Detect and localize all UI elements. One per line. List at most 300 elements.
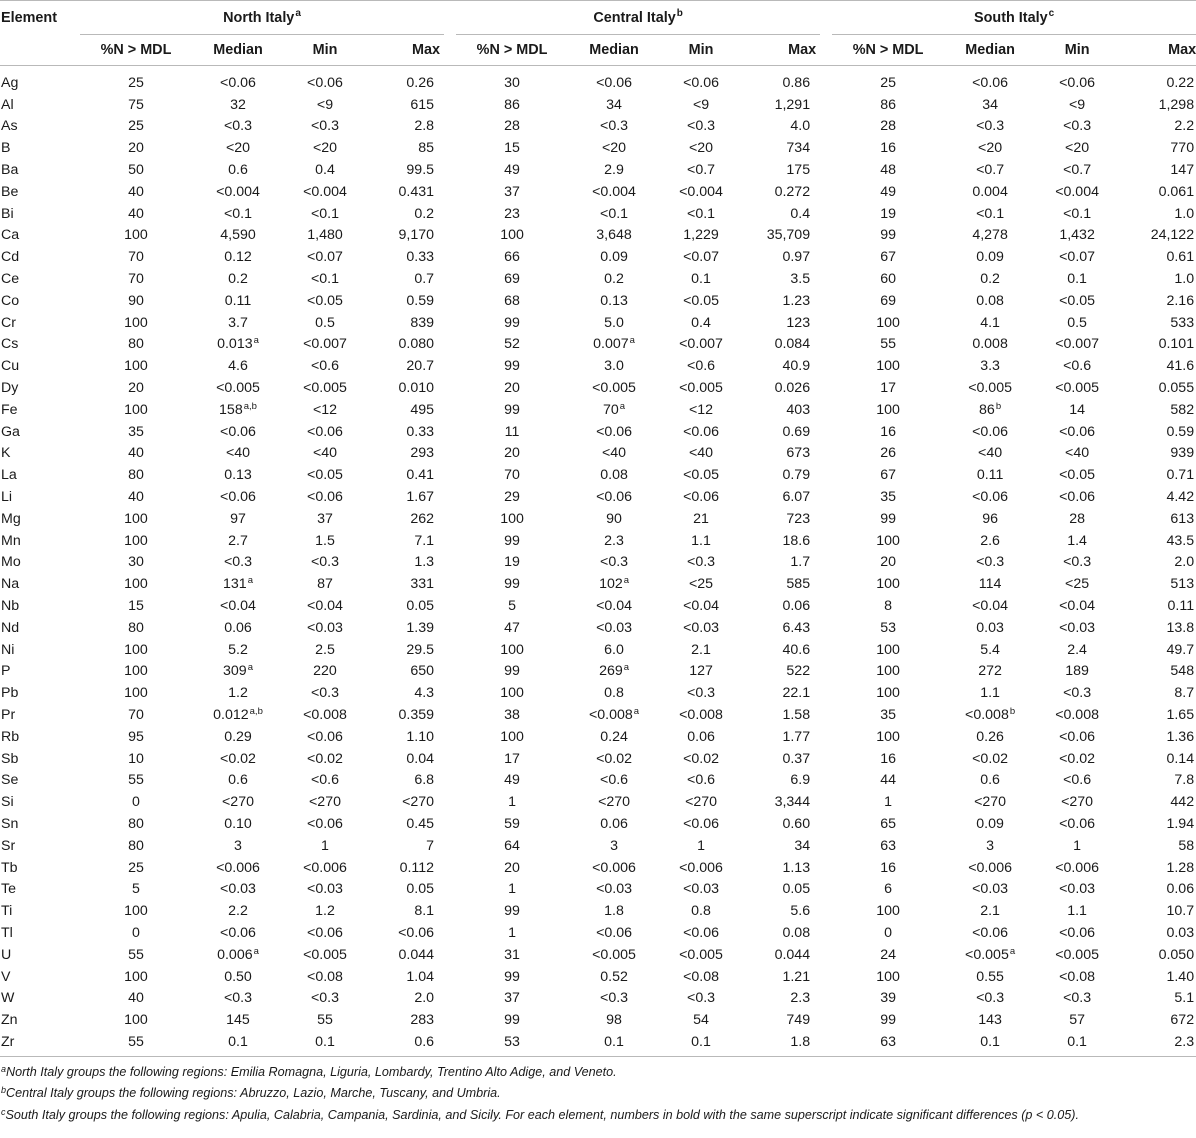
table-row xyxy=(0,159,1196,181)
region-sup: a xyxy=(295,8,301,19)
central-min: <0.006 xyxy=(679,859,723,876)
table-row xyxy=(0,181,1196,203)
south-min: 1 xyxy=(1073,837,1082,854)
median-value: 0.06 xyxy=(600,815,628,832)
central-pct-above-mdl: 68 xyxy=(504,292,520,309)
south-median xyxy=(944,443,1036,465)
median-value: 145 xyxy=(226,1012,250,1029)
median-value: 0.013 xyxy=(217,336,253,353)
north-pct-above-mdl: 100 xyxy=(124,685,148,702)
north-min: 87 xyxy=(317,576,333,593)
subcol-header: Median xyxy=(213,42,263,58)
central-pct-above-mdl: 30 xyxy=(504,74,520,91)
median-value: 2.2 xyxy=(228,903,248,920)
south-pct-above-mdl: 86 xyxy=(880,96,896,113)
south-max: 939 xyxy=(1170,445,1195,462)
median-value: <0.3 xyxy=(600,990,629,1007)
south-pct-above-mdl: 35 xyxy=(880,489,896,506)
central-min: <0.03 xyxy=(683,619,719,636)
north-median xyxy=(192,486,284,508)
south-pct-above-mdl: 63 xyxy=(880,837,896,854)
south-median xyxy=(944,944,1036,966)
north-min: 1 xyxy=(321,837,329,854)
north-median xyxy=(192,116,284,138)
central-max: 0.272 xyxy=(774,183,811,200)
north-median xyxy=(192,987,284,1009)
median-value: <0.008 xyxy=(589,707,633,723)
north-max: 283 xyxy=(410,1012,435,1029)
median-value: 0.008 xyxy=(972,336,1008,353)
footnote-mark: b xyxy=(1,1085,7,1096)
central-max: 6.9 xyxy=(790,772,811,789)
north-max: 0.359 xyxy=(398,707,435,723)
central-min: 1.1 xyxy=(691,532,711,549)
north-pct-above-mdl: 100 xyxy=(124,227,148,244)
south-max: 548 xyxy=(1170,663,1195,680)
south-max: 0.061 xyxy=(1158,183,1195,200)
central-median xyxy=(568,377,660,399)
north-pct-above-mdl: 5 xyxy=(132,881,140,898)
north-min: 55 xyxy=(317,1012,333,1029)
south-median xyxy=(944,987,1036,1009)
median-value: 4.1 xyxy=(980,314,1000,331)
north-pct-above-mdl: 55 xyxy=(128,1033,144,1050)
south-median xyxy=(944,486,1036,508)
table-row xyxy=(0,552,1196,574)
median-value: <0.3 xyxy=(976,118,1005,135)
south-min: <0.005 xyxy=(1055,380,1099,397)
footnote xyxy=(1,1062,1145,1084)
north-max: 293 xyxy=(410,445,435,462)
north-median xyxy=(192,290,284,312)
median-value: <0.008 xyxy=(965,707,1009,723)
south-min: 1.4 xyxy=(1067,532,1087,549)
central-pct-above-mdl: 66 xyxy=(504,249,520,266)
north-pct-above-mdl: 70 xyxy=(128,249,144,266)
north-pct-above-mdl: 90 xyxy=(128,292,144,309)
north-min: <0.005 xyxy=(303,946,347,963)
central-pct-above-mdl: 15 xyxy=(504,140,520,157)
south-max: 2.2 xyxy=(1174,118,1195,135)
region-name: Central Italy xyxy=(593,10,676,26)
north-median xyxy=(192,944,284,966)
central-min: <0.02 xyxy=(683,750,719,767)
north-max: 99.5 xyxy=(406,162,435,179)
north-pct-above-mdl: 40 xyxy=(128,205,144,222)
table-row xyxy=(0,966,1196,988)
median-value: <0.06 xyxy=(972,924,1009,941)
element-symbol: Se xyxy=(1,772,19,789)
north-max: 29.5 xyxy=(406,641,435,658)
median-value: <0.3 xyxy=(600,118,629,135)
significance-sup: a xyxy=(253,945,259,957)
median-value: 5.4 xyxy=(980,641,1000,658)
significance-sup: b xyxy=(1009,706,1016,717)
south-min: 2.4 xyxy=(1067,641,1087,658)
element-symbol: Al xyxy=(1,96,14,113)
north-median xyxy=(192,682,284,704)
central-max: 1.77 xyxy=(782,728,811,745)
median-value: <0.3 xyxy=(600,554,629,571)
median-value: <0.3 xyxy=(976,554,1005,571)
table-row xyxy=(0,878,1196,900)
element-symbol: Ba xyxy=(1,162,19,179)
central-median xyxy=(568,181,660,203)
central-pct-above-mdl: 49 xyxy=(504,162,520,179)
central-pct-above-mdl: 1 xyxy=(508,794,516,811)
central-min: <9 xyxy=(692,96,710,113)
north-min: <40 xyxy=(312,445,338,462)
central-median xyxy=(568,726,660,748)
central-max: 1.7 xyxy=(790,554,811,571)
south-min: <0.07 xyxy=(1059,249,1096,266)
median-value: 86 xyxy=(979,401,995,418)
central-min: <0.3 xyxy=(687,554,716,571)
north-pct-above-mdl: 100 xyxy=(124,358,148,375)
central-median xyxy=(568,639,660,661)
north-pct-above-mdl: 25 xyxy=(128,74,144,91)
south-median xyxy=(944,203,1036,225)
south-max: 147 xyxy=(1170,162,1195,179)
north-min: <0.005 xyxy=(303,380,347,397)
south-max: 672 xyxy=(1170,1012,1195,1029)
south-min: <0.3 xyxy=(1063,554,1092,571)
north-min: <0.05 xyxy=(307,467,343,484)
element-symbol: Dy xyxy=(1,380,19,397)
table-row xyxy=(0,399,1196,421)
south-median xyxy=(944,900,1036,922)
south-min: <0.05 xyxy=(1059,467,1096,484)
central-min: <0.6 xyxy=(687,358,716,375)
north-min: <0.008 xyxy=(303,707,347,723)
table-row xyxy=(0,72,1196,94)
north-max: 0.45 xyxy=(406,815,435,832)
north-max: 9,170 xyxy=(398,227,435,244)
central-min: <0.06 xyxy=(683,489,719,506)
central-min: <0.005 xyxy=(679,946,723,963)
median-value: 3.3 xyxy=(980,358,1000,375)
south-min: <25 xyxy=(1065,576,1090,593)
south-min: <0.3 xyxy=(1063,118,1092,135)
central-pct-above-mdl: 31 xyxy=(504,946,520,963)
central-max: 723 xyxy=(786,510,811,527)
south-pct-above-mdl: 100 xyxy=(876,685,900,702)
north-pct-above-mdl: 40 xyxy=(128,183,144,200)
south-median xyxy=(944,1009,1036,1031)
central-pct-above-mdl: 29 xyxy=(504,489,520,506)
south-median xyxy=(944,791,1036,813)
median-value: <0.3 xyxy=(223,990,252,1007)
south-max: 7.8 xyxy=(1174,772,1195,789)
central-max: 34 xyxy=(794,837,811,854)
median-value: 0.26 xyxy=(976,728,1004,745)
table-row xyxy=(0,791,1196,813)
south-pct-above-mdl: 55 xyxy=(880,336,896,353)
south-max: 1.40 xyxy=(1166,968,1195,985)
central-median xyxy=(568,225,660,247)
table-row xyxy=(0,944,1196,966)
median-value: <0.04 xyxy=(596,598,632,615)
central-max: 0.86 xyxy=(782,74,811,91)
central-median xyxy=(568,334,660,356)
south-median xyxy=(944,181,1036,203)
central-pct-above-mdl: 99 xyxy=(504,358,520,375)
south-median xyxy=(944,159,1036,181)
central-min: <0.008 xyxy=(679,707,723,723)
north-pct-above-mdl: 80 xyxy=(128,467,144,484)
footnote-mark: a xyxy=(1,1063,7,1074)
median-value: 34 xyxy=(982,96,998,113)
south-median xyxy=(944,334,1036,356)
north-max: 20.7 xyxy=(406,358,435,375)
north-max: 615 xyxy=(410,96,435,113)
median-value: <20 xyxy=(978,140,1003,157)
central-median xyxy=(568,922,660,944)
median-value: 0.24 xyxy=(600,728,628,745)
element-symbol: Ca xyxy=(1,227,20,244)
north-pct-above-mdl: 100 xyxy=(124,576,148,593)
north-median xyxy=(192,508,284,530)
south-max: 533 xyxy=(1170,314,1195,331)
north-median xyxy=(192,225,284,247)
central-median xyxy=(568,464,660,486)
footnote-text: South Italy groups the following regions: Apulia, Calabria, Campania, Sardinia, and Sicily. For each element, numbers in bold with the same superscript indicate significant differences (p < 0.05). xyxy=(5,1107,1079,1122)
significance-sup: a,b xyxy=(243,400,257,412)
median-value: 0.03 xyxy=(976,619,1004,636)
south-pct-above-mdl: 1 xyxy=(884,794,893,811)
subcol-header: Median xyxy=(589,42,639,58)
central-median xyxy=(568,966,660,988)
significance-sup: b xyxy=(995,400,1002,412)
south-pct-above-mdl: 17 xyxy=(880,380,896,397)
median-value: 0.55 xyxy=(976,968,1004,985)
table-row xyxy=(0,290,1196,312)
north-min: <0.02 xyxy=(307,750,343,767)
element-symbol: Nd xyxy=(1,619,20,636)
south-min: 57 xyxy=(1069,1012,1085,1029)
table-row xyxy=(0,334,1196,356)
element-symbol: Na xyxy=(1,576,20,593)
north-min: <0.03 xyxy=(307,619,343,636)
median-value: 2.1 xyxy=(980,903,1000,920)
median-value: <0.03 xyxy=(596,619,632,636)
south-median xyxy=(944,748,1036,770)
south-median xyxy=(944,312,1036,334)
central-min: <12 xyxy=(689,401,714,418)
north-max: 2.0 xyxy=(414,990,435,1007)
central-max: 6.07 xyxy=(782,489,811,506)
north-pct-above-mdl: 80 xyxy=(128,336,144,353)
north-max: 650 xyxy=(410,663,435,680)
north-max: 0.33 xyxy=(406,423,435,440)
central-max: 673 xyxy=(786,445,811,462)
subcol-header: Min xyxy=(312,42,338,58)
south-min: 189 xyxy=(1065,663,1089,680)
south-pct-above-mdl: 63 xyxy=(880,1033,896,1050)
south-max: 0.71 xyxy=(1166,467,1195,484)
south-max: 24,122 xyxy=(1150,227,1195,244)
median-value: 0.13 xyxy=(600,292,628,309)
south-pct-above-mdl: 100 xyxy=(876,576,900,593)
north-pct-above-mdl: 55 xyxy=(128,772,144,789)
central-median xyxy=(568,443,660,465)
table-row xyxy=(0,246,1196,268)
element-symbol: Sn xyxy=(1,815,19,832)
south-median xyxy=(944,770,1036,792)
median-value: <40 xyxy=(978,445,1003,462)
south-median xyxy=(944,835,1036,857)
element-symbol: Si xyxy=(1,794,14,811)
south-max: 1.28 xyxy=(1166,859,1195,876)
north-max: <0.06 xyxy=(398,924,435,941)
south-max: 1.36 xyxy=(1166,728,1195,745)
central-median xyxy=(568,704,660,726)
region-header-central xyxy=(456,1,820,36)
north-max: 839 xyxy=(410,314,435,331)
central-pct-above-mdl: 100 xyxy=(500,728,524,745)
median-value: 0.29 xyxy=(224,728,252,745)
central-max: 35,709 xyxy=(766,227,811,244)
south-median xyxy=(944,922,1036,944)
north-median xyxy=(192,334,284,356)
south-pct-above-mdl: 6 xyxy=(884,881,893,898)
south-pct-above-mdl: 20 xyxy=(880,554,896,571)
south-max: 0.61 xyxy=(1166,249,1195,266)
table-row xyxy=(0,486,1196,508)
central-median xyxy=(568,748,660,770)
central-min: <0.007 xyxy=(679,336,723,353)
north-min: <0.07 xyxy=(307,249,343,266)
region-header-south xyxy=(832,1,1196,36)
central-min: <270 xyxy=(685,794,718,811)
element-symbol: W xyxy=(1,990,15,1007)
north-max: 1.10 xyxy=(406,728,435,745)
south-min: <0.008 xyxy=(1055,707,1099,723)
north-median xyxy=(192,704,284,726)
footnotes xyxy=(0,1062,1145,1127)
north-max: 0.04 xyxy=(406,750,435,767)
median-value: 5.0 xyxy=(604,314,624,331)
central-pct-above-mdl: 99 xyxy=(504,532,520,549)
central-max: 0.05 xyxy=(782,881,811,898)
median-value: 2.3 xyxy=(604,532,624,549)
central-min: <20 xyxy=(689,140,714,157)
north-pct-above-mdl: 40 xyxy=(128,445,144,462)
median-value: 6.0 xyxy=(604,641,624,658)
south-max: 0.06 xyxy=(1166,881,1195,898)
north-pct-above-mdl: 100 xyxy=(124,510,148,527)
north-min: 1,480 xyxy=(307,227,343,244)
central-pct-above-mdl: 99 xyxy=(504,968,520,985)
element-symbol: Ni xyxy=(1,641,15,658)
north-median xyxy=(192,791,284,813)
element-symbol: Pb xyxy=(1,685,19,702)
central-max: 3.5 xyxy=(790,271,811,288)
median-value: 0.52 xyxy=(600,968,628,985)
central-median xyxy=(568,791,660,813)
south-median xyxy=(944,857,1036,879)
median-value: <0.04 xyxy=(972,598,1009,615)
north-pct-above-mdl: 70 xyxy=(128,707,144,723)
central-median xyxy=(568,421,660,443)
north-min: 0.5 xyxy=(315,314,335,331)
south-max: 2.3 xyxy=(1174,1033,1195,1050)
median-value: 4.6 xyxy=(228,358,248,375)
median-value: <40 xyxy=(225,445,251,462)
median-value: 0.1 xyxy=(604,1033,624,1050)
element-symbol: Cr xyxy=(1,314,16,331)
element-symbol: Cs xyxy=(1,336,19,353)
central-min: <0.005 xyxy=(679,380,723,397)
central-min: <0.08 xyxy=(683,968,719,985)
central-max: 0.79 xyxy=(782,467,811,484)
table-row xyxy=(0,377,1196,399)
central-min: 54 xyxy=(693,1012,709,1029)
south-max: 770 xyxy=(1170,140,1195,157)
central-min: <0.1 xyxy=(687,205,716,222)
south-min: <20 xyxy=(1065,140,1090,157)
south-max: 43.5 xyxy=(1166,532,1195,549)
median-value: 3.0 xyxy=(604,358,624,375)
table-row xyxy=(0,355,1196,377)
central-pct-above-mdl: 1 xyxy=(508,924,516,941)
median-value: <270 xyxy=(974,794,1007,811)
table-row xyxy=(0,94,1196,116)
south-median xyxy=(944,377,1036,399)
central-max: 18.6 xyxy=(782,532,811,549)
central-median xyxy=(568,530,660,552)
central-min: <0.6 xyxy=(687,772,716,789)
median-value: 4,590 xyxy=(220,227,256,244)
median-value: 143 xyxy=(978,1012,1002,1029)
south-median xyxy=(944,399,1036,421)
table-row xyxy=(0,1031,1196,1056)
table-row xyxy=(0,595,1196,617)
central-pct-above-mdl: 70 xyxy=(504,467,520,484)
central-median xyxy=(568,94,660,116)
north-pct-above-mdl: 25 xyxy=(128,859,144,876)
south-max: 1.0 xyxy=(1174,205,1195,222)
element-symbol: La xyxy=(1,467,17,484)
north-pct-above-mdl: 10 xyxy=(128,750,144,767)
table-header xyxy=(0,1,1196,66)
median-value: <40 xyxy=(602,445,627,462)
south-pct-above-mdl: 26 xyxy=(880,445,896,462)
south-pct-above-mdl: 16 xyxy=(880,859,896,876)
south-median xyxy=(944,464,1036,486)
south-median xyxy=(944,137,1036,159)
south-median xyxy=(944,268,1036,290)
central-pct-above-mdl: 64 xyxy=(504,837,520,854)
central-max: 1,291 xyxy=(774,96,811,113)
north-min: 2.5 xyxy=(315,641,335,658)
north-max: 1.67 xyxy=(406,489,435,506)
central-pct-above-mdl: 20 xyxy=(504,380,520,397)
north-max: 0.2 xyxy=(414,205,435,222)
north-min: <0.004 xyxy=(303,183,347,200)
north-median xyxy=(192,966,284,988)
south-max: 1.94 xyxy=(1166,815,1195,832)
median-value: 0.06 xyxy=(224,619,252,636)
north-max: 0.59 xyxy=(406,292,435,309)
north-median xyxy=(192,94,284,116)
table-row xyxy=(0,617,1196,639)
element-symbol: Zr xyxy=(1,1033,15,1050)
region-name: North Italy xyxy=(223,10,295,26)
element-column-header: Element xyxy=(1,10,57,26)
central-min: <0.7 xyxy=(687,162,716,179)
element-symbol: Tl xyxy=(1,924,13,941)
